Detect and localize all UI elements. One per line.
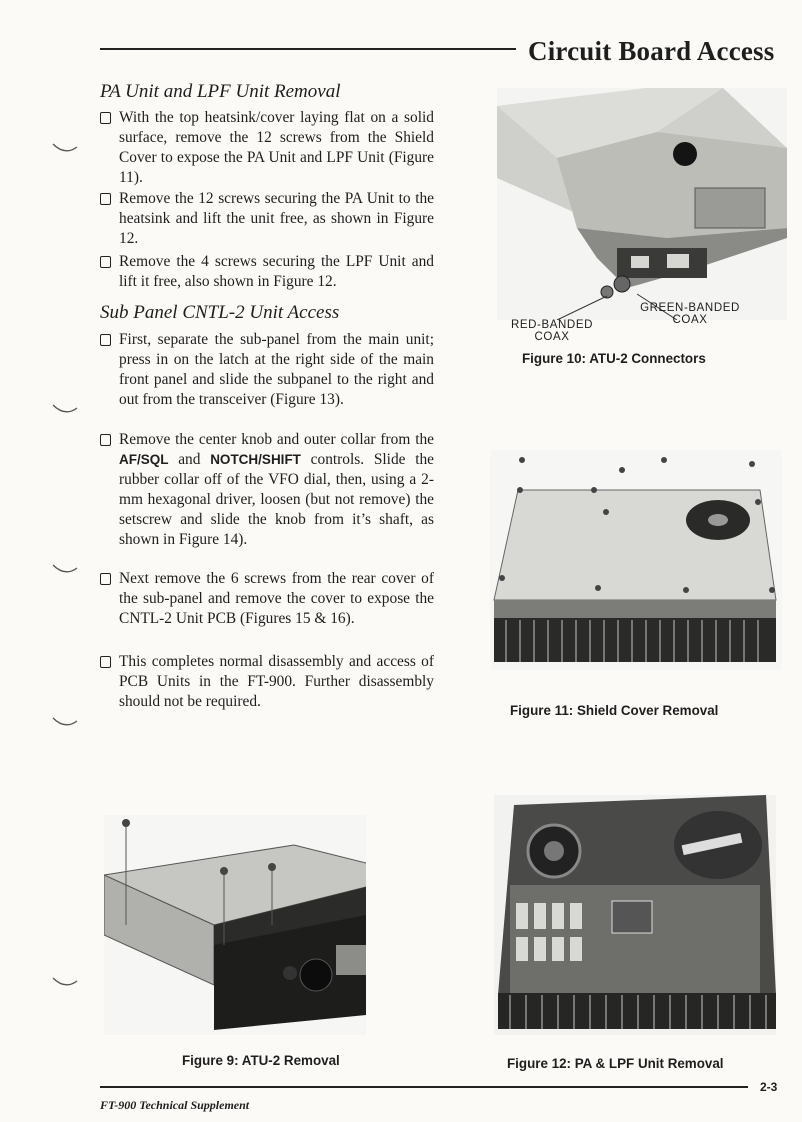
page-number: 2-3 (760, 1080, 778, 1094)
binder-hole-mark (52, 143, 78, 153)
section-heading-pa-lpf: PA Unit and LPF Unit Removal (100, 81, 341, 102)
binder-hole-mark (52, 717, 78, 727)
figure-11-caption: Figure 11: Shield Cover Removal (510, 703, 719, 718)
binder-hole-mark (52, 404, 78, 414)
figure-11-photo (490, 450, 782, 670)
checkbox-icon (100, 434, 111, 446)
section-heading-sub-panel: Sub Panel CNTL-2 Unit Access (100, 302, 340, 323)
list-item: First, separate the sub-panel from the main unit; press in on the latch at the right side of the main front panel and slide the subpanel to the right and out from the transceiver (Figure 13). (100, 330, 434, 410)
figure-12-photo (494, 795, 776, 1035)
figure-10-photo (497, 88, 787, 320)
list-item: Next remove the 6 screws from the rear cover of the sub-panel and remove the cover to expose the CNTL-2 Unit PCB (Figures 15 & 16). (100, 569, 434, 629)
checkbox-icon (100, 193, 111, 205)
control-name-af-sql: AF/SQL (119, 452, 169, 467)
checkbox-icon (100, 656, 111, 668)
list-item: Remove the 4 screws securing the LPF Unit and lift it free, also shown in Figure 12. (100, 252, 434, 292)
figure-9-photo (104, 815, 366, 1035)
figure-12-caption: Figure 12: PA & LPF Unit Removal (507, 1056, 724, 1071)
checkbox-icon (100, 112, 111, 124)
label-red-banded-coax: RED-BANDED COAX (510, 319, 594, 343)
page-title: Circuit Board Access (528, 36, 775, 66)
binder-hole-mark (52, 977, 78, 987)
list-item: Remove the 12 screws securing the PA Unit to the heatsink and lift the unit free, as shown in Figure 12. (100, 189, 434, 249)
checkbox-icon (100, 256, 111, 268)
label-green-banded-coax: GREEN-BANDED COAX (640, 302, 740, 326)
checkbox-icon (100, 334, 111, 346)
figure-9-caption: Figure 9: ATU-2 Removal (182, 1053, 340, 1068)
header-rule (100, 48, 516, 50)
figure-10-caption: Figure 10: ATU-2 Connectors (522, 351, 706, 366)
checkbox-icon (100, 573, 111, 585)
list-item: Remove the center knob and outer collar from the AF/SQL and NOTCH/SHIFT controls. Slide the rubber collar off of the VFO dial, then, using a 2-mm hexagonal driver, loosen (but not remove) the setscrew and slide the knob from it’s shaft, as shown in Figure 14). (100, 430, 434, 550)
footer-rule (100, 1086, 748, 1088)
list-item: This completes normal disassembly and access of PCB Units in the FT-900. Further disassembly should not be required. (100, 652, 434, 712)
list-item: With the top heatsink/cover laying flat on a solid surface, remove the 12 screws from the Shield Cover to expose the PA Unit and LPF Unit (Figure 11). (100, 108, 434, 188)
control-name-notch-shift: NOTCH/SHIFT (210, 452, 301, 467)
footer-text: FT-900 Technical Supplement (100, 1098, 250, 1112)
binder-hole-mark (52, 564, 78, 574)
